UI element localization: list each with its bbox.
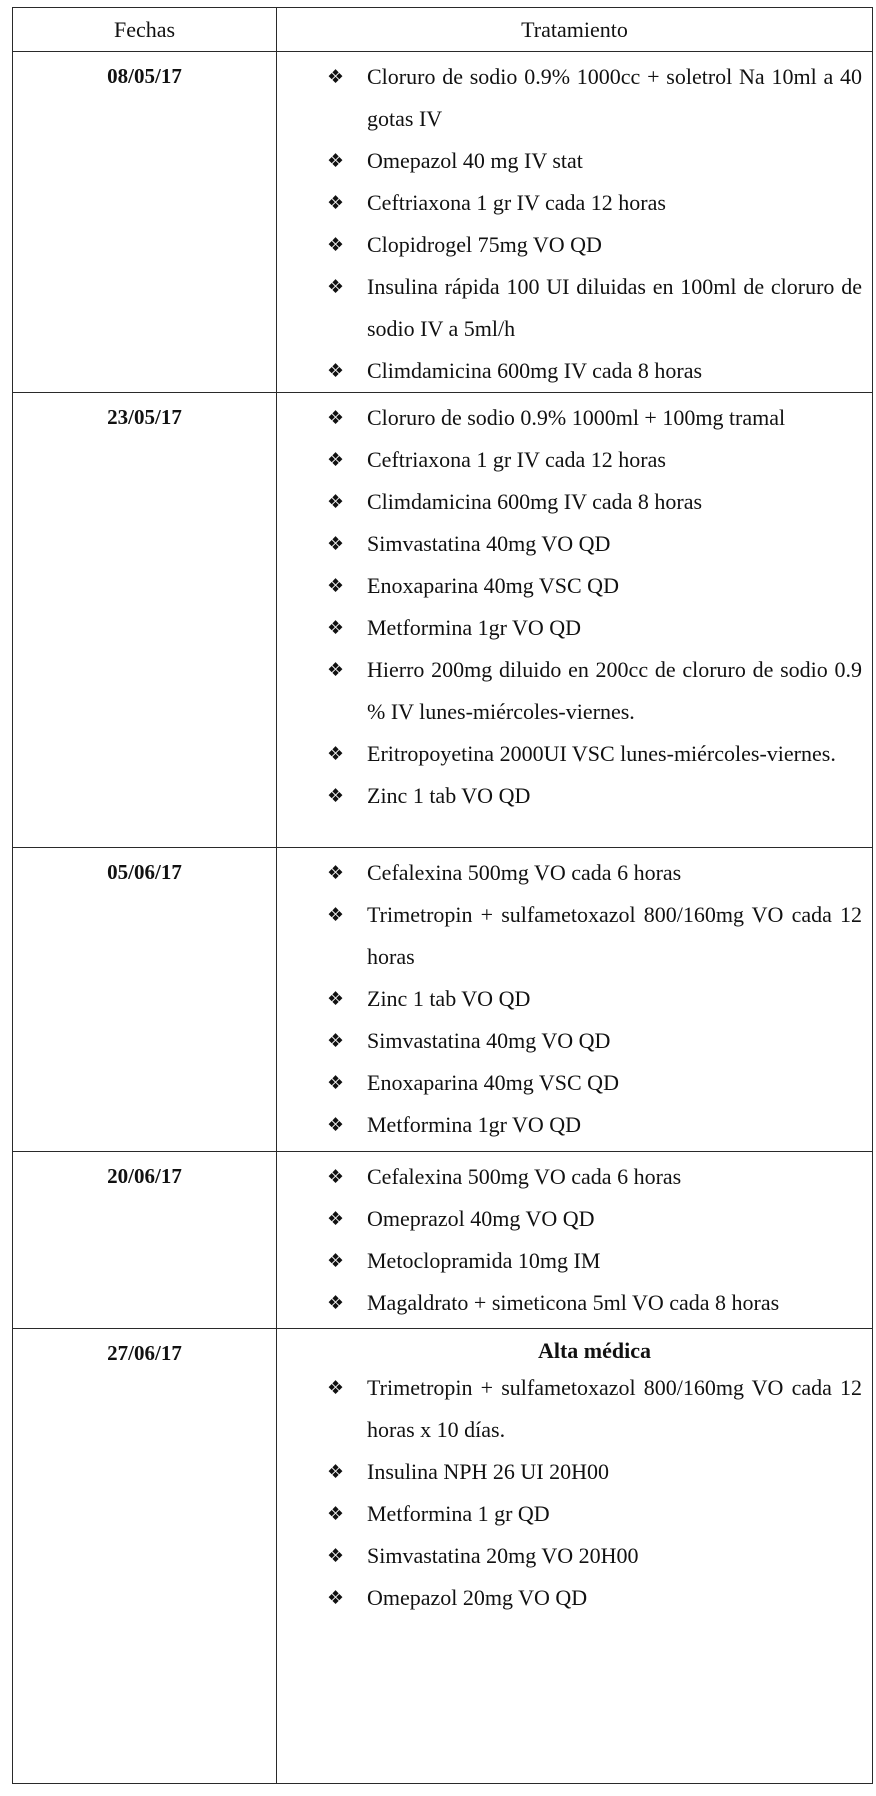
diamond-bullet-icon: ❖ <box>327 904 345 926</box>
list-item <box>327 1104 862 1146</box>
diamond-bullet-icon: ❖ <box>327 1166 345 1188</box>
item-text: Climdamicina 600mg IV cada 8 horas <box>367 489 703 514</box>
diamond-bullet-icon: ❖ <box>327 785 345 807</box>
diamond-bullet-icon: ❖ <box>327 1114 345 1136</box>
treatment-list <box>327 56 862 392</box>
diamond-bullet-icon: ❖ <box>327 1587 345 1609</box>
item-text: Cefalexina 500mg VO cada 6 horas <box>367 860 682 885</box>
diamond-bullet-icon: ❖ <box>327 491 345 513</box>
diamond-bullet-icon: ❖ <box>327 150 345 172</box>
header-fechas: Fechas <box>13 8 277 52</box>
list-item <box>327 1240 862 1282</box>
item-text: Cloruro de sodio 0.9% 1000ml + 100mg tramal <box>367 405 786 430</box>
diamond-bullet-icon: ❖ <box>327 617 345 639</box>
list-item <box>327 56 862 140</box>
list-item <box>327 182 862 224</box>
list-item <box>327 733 862 775</box>
list-item <box>327 1535 862 1577</box>
diamond-bullet-icon: ❖ <box>327 276 345 298</box>
list-item <box>327 894 862 978</box>
diamond-bullet-icon: ❖ <box>327 1072 345 1094</box>
treatment-list <box>327 852 862 1146</box>
item-text: Trimetropin + sulfametoxazol 800/160mg VO cada 12 horas <box>367 902 862 969</box>
diamond-bullet-icon: ❖ <box>327 1250 345 1272</box>
list-item <box>327 1062 862 1104</box>
list-item <box>327 1577 862 1619</box>
diamond-bullet-icon: ❖ <box>327 1292 345 1314</box>
item-text: Omeprazol 40mg VO QD <box>367 1206 595 1231</box>
diamond-bullet-icon: ❖ <box>327 743 345 765</box>
header-tratamiento: Tratamiento <box>277 8 873 52</box>
diamond-bullet-icon: ❖ <box>327 575 345 597</box>
item-text: Magaldrato + simeticona 5ml VO cada 8 horas <box>367 1290 780 1315</box>
diamond-bullet-icon: ❖ <box>327 192 345 214</box>
item-text: Climdamicina 600mg IV cada 8 horas <box>367 358 703 383</box>
treatment-list <box>327 397 862 817</box>
list-item <box>327 607 862 649</box>
item-text: Metformina 1gr VO QD <box>367 615 582 640</box>
list-item <box>327 978 862 1020</box>
diamond-bullet-icon: ❖ <box>327 659 345 681</box>
header-row <box>13 8 873 52</box>
diamond-bullet-icon: ❖ <box>327 1461 345 1483</box>
list-item <box>327 439 862 481</box>
treatment-cell <box>277 393 873 848</box>
diamond-bullet-icon: ❖ <box>327 988 345 1010</box>
diamond-bullet-icon: ❖ <box>327 1030 345 1052</box>
treatment-cell <box>277 52 873 393</box>
table-row <box>13 1329 873 1784</box>
item-text: Insulina rápida 100 UI diluidas en 100ml de cloruro de sodio IV a 5ml/h <box>367 274 862 341</box>
date-cell: 05/06/17 <box>13 848 277 1152</box>
item-text: Omepazol 40 mg IV stat <box>367 148 583 173</box>
item-text: Omepazol 20mg VO QD <box>367 1585 588 1610</box>
diamond-bullet-icon: ❖ <box>327 1503 345 1525</box>
item-text: Metoclopramida 10mg IM <box>367 1248 601 1273</box>
date-cell: 20/06/17 <box>13 1152 277 1329</box>
item-text: Simvastatina 40mg VO QD <box>367 1028 611 1053</box>
list-item <box>327 1020 862 1062</box>
discharge-heading: Alta médica <box>537 1338 652 1363</box>
list-item <box>327 649 862 733</box>
diamond-bullet-icon: ❖ <box>327 1208 345 1230</box>
item-text: Cloruro de sodio 0.9% 1000cc + soletrol Na 10ml a 40 gotas IV <box>367 64 862 131</box>
diamond-bullet-icon: ❖ <box>327 407 345 429</box>
treatment-cell <box>277 1152 873 1329</box>
item-text: Metformina 1 gr QD <box>367 1501 550 1526</box>
list-item <box>327 1451 862 1493</box>
list-item <box>327 224 862 266</box>
diamond-bullet-icon: ❖ <box>327 66 345 88</box>
diamond-bullet-icon: ❖ <box>327 533 345 555</box>
item-text: Enoxaparina 40mg VSC QD <box>367 1070 619 1095</box>
list-item <box>327 852 862 894</box>
item-text: Ceftriaxona 1 gr IV cada 12 horas <box>367 447 666 472</box>
item-text: Ceftriaxona 1 gr IV cada 12 horas <box>367 190 666 215</box>
item-text: Trimetropin + sulfametoxazol 800/160mg VO cada 12 horas x 10 días. <box>367 1375 862 1442</box>
list-item <box>327 565 862 607</box>
list-item <box>327 523 862 565</box>
item-text: Enoxaparina 40mg VSC QD <box>367 573 619 598</box>
treatment-list <box>327 1367 862 1619</box>
item-text: Eritropoyetina 2000UI VSC lunes-miércoles-viernes. <box>367 741 836 766</box>
diamond-bullet-icon: ❖ <box>327 360 345 382</box>
table-row <box>13 848 873 1152</box>
date-cell: 23/05/17 <box>13 393 277 848</box>
item-text: Clopidrogel 75mg VO QD <box>367 232 602 257</box>
diamond-bullet-icon: ❖ <box>327 1545 345 1567</box>
treatment-list <box>327 1156 862 1324</box>
diamond-bullet-icon: ❖ <box>327 234 345 256</box>
list-item <box>327 140 862 182</box>
item-text: Simvastatina 40mg VO QD <box>367 531 611 556</box>
treatment-cell <box>277 848 873 1152</box>
item-text: Zinc 1 tab VO QD <box>367 986 531 1011</box>
table-row <box>13 1152 873 1329</box>
item-text: Insulina NPH 26 UI 20H00 <box>367 1459 609 1484</box>
table-row <box>13 52 873 393</box>
list-item <box>327 481 862 523</box>
item-text: Metformina 1gr VO QD <box>367 1112 582 1137</box>
item-text: Zinc 1 tab VO QD <box>367 783 531 808</box>
item-text: Cefalexina 500mg VO cada 6 horas <box>367 1164 682 1189</box>
diamond-bullet-icon: ❖ <box>327 1377 345 1399</box>
treatment-cell <box>277 1329 873 1784</box>
list-item <box>327 397 862 439</box>
diamond-bullet-icon: ❖ <box>327 449 345 471</box>
list-item <box>327 350 862 392</box>
list-item <box>327 1156 862 1198</box>
diamond-bullet-icon: ❖ <box>327 862 345 884</box>
list-item <box>327 775 862 817</box>
table-row <box>13 393 873 848</box>
list-item <box>327 1493 862 1535</box>
list-item <box>327 1198 862 1240</box>
date-cell: 08/05/17 <box>13 52 277 393</box>
date-cell: 27/06/17 <box>13 1329 277 1784</box>
treatment-table <box>12 7 873 1784</box>
list-item <box>327 266 862 350</box>
item-text: Hierro 200mg diluido en 200cc de cloruro de sodio 0.9 % IV lunes-miércoles-viernes. <box>367 657 862 724</box>
item-text: Simvastatina 20mg VO 20H00 <box>367 1543 639 1568</box>
list-item <box>327 1367 862 1451</box>
list-item <box>327 1282 862 1324</box>
